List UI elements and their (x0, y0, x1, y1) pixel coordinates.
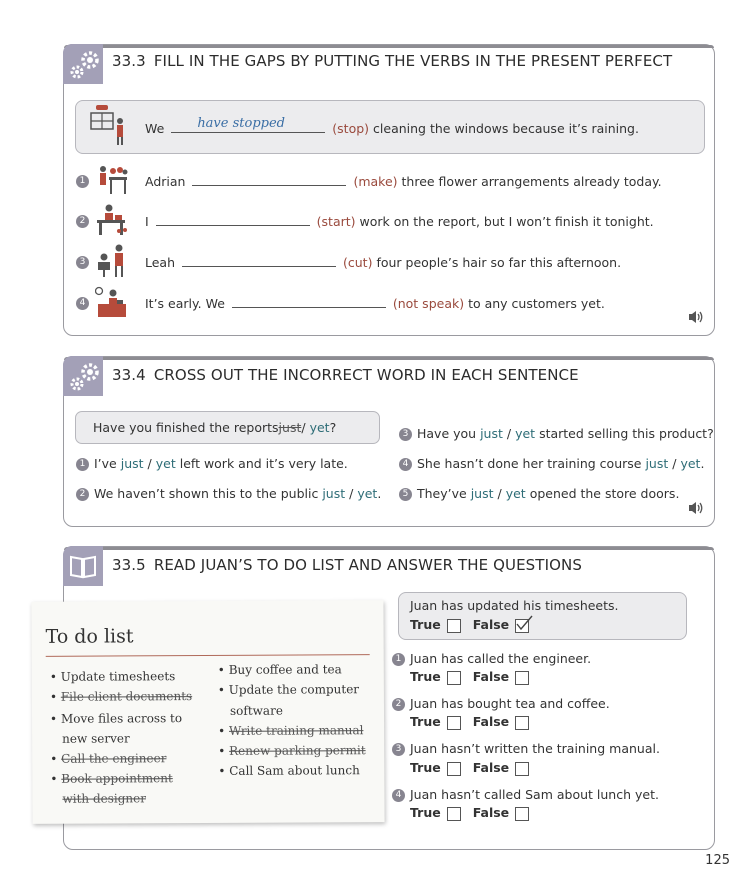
todo-item: • Buy coffee and tea (217, 662, 342, 677)
item-33-4-2: 2 We haven’t shown this to the public just / yet. (76, 486, 381, 501)
false-checkbox[interactable] (515, 671, 529, 685)
question-4-true-false: True False (410, 805, 541, 821)
question-2: 2 Juan has bought tea and coffee. (392, 696, 610, 711)
true-checkbox[interactable] (447, 807, 461, 821)
item-33-3-2: 2 (76, 213, 94, 228)
true-checkbox[interactable] (447, 762, 461, 776)
gear-badge (63, 44, 103, 84)
question-1: 1 Juan has called the engineer. (392, 651, 591, 666)
checkmark-icon (515, 615, 533, 631)
question-1-true-false: True False (410, 669, 541, 685)
hairdresser-icon (95, 243, 129, 279)
question-3: 3 Juan hasn’t written the training manual. (392, 741, 660, 756)
item-33-3-4: 4 (76, 295, 94, 310)
word-option[interactable]: just (322, 486, 346, 501)
word-option[interactable]: just (480, 426, 503, 441)
item-33-3-1-text: Adrian (make) three flower arrangements already today. (145, 174, 662, 189)
word-option[interactable]: yet (680, 456, 701, 471)
word-option[interactable]: just (645, 456, 669, 471)
example-sentence-33-4: Have you finished the reportsjust/ yet? (93, 420, 337, 435)
example-statement: Juan has updated his timesheets. (410, 598, 619, 613)
example-sentence-33-3: We have stopped (stop) cleaning the windows because it’s raining. (145, 116, 639, 136)
todo-item-continued: software (229, 703, 283, 718)
todo-item: • File client documents (49, 689, 193, 704)
office-worker-icon (95, 203, 129, 237)
example-answer: have stopped (197, 116, 285, 131)
answer-blank (171, 116, 325, 133)
exercise-33-3-panel (63, 44, 715, 336)
item-33-4-3: 3 Have you just / yet started selling this product? (399, 426, 714, 441)
to-do-list-note (31, 600, 384, 824)
question-3-true-false: True False (410, 760, 541, 776)
todo-item: • Update timesheets (49, 669, 176, 684)
answer-blank[interactable] (156, 213, 310, 226)
question-2-true-false: True False (410, 714, 541, 730)
item-33-3-3-text: Leah (cut) four people’s hair so far this afternoon. (145, 255, 622, 270)
todo-item-continued: new server (62, 731, 130, 746)
item-33-3-2-text: I (start) work on the report, but I won’t finish it tonight. (145, 214, 654, 229)
todo-item: • Book appointment (50, 771, 173, 786)
word-option[interactable]: just (470, 486, 494, 501)
speaker-icon[interactable] (688, 310, 704, 324)
todo-item: • Call Sam about lunch (218, 763, 360, 778)
item-33-3-4-text: It’s early. We (not speak) to any customers yet. (145, 296, 605, 311)
item-33-3-1: 1 (76, 173, 94, 188)
gear-badge (63, 356, 103, 396)
word-option[interactable]: yet (357, 486, 378, 501)
exercise-33-3-title: 33.3 FILL IN THE GAPS BY PUTTING THE VERBS IN THE PRESENT PERFECT (112, 52, 673, 70)
answer-blank[interactable] (182, 254, 336, 267)
speaker-icon[interactable] (688, 501, 704, 515)
book-badge (63, 546, 103, 586)
todo-item-continued: with designer (62, 791, 147, 806)
false-checkbox-checked[interactable] (515, 619, 529, 633)
item-33-4-4: 4 She hasn’t done her training course just / yet. (399, 456, 704, 471)
answer-blank[interactable] (192, 173, 346, 186)
book-icon (63, 546, 103, 586)
exercise-33-4-title: 33.4 CROSS OUT THE INCORRECT WORD IN EACH SENTENCE (112, 366, 579, 384)
word-option[interactable]: just (120, 456, 144, 471)
todo-item: • Write training manual (218, 723, 364, 738)
word-option[interactable]: yet (155, 456, 176, 471)
florist-icon (95, 163, 129, 195)
todo-item: • Renew parking permit (218, 743, 366, 758)
false-checkbox[interactable] (515, 807, 529, 821)
false-checkbox[interactable] (515, 762, 529, 776)
todo-item: • Update the computer (217, 682, 360, 697)
page-number: 125 (705, 853, 730, 868)
item-33-4-1: 1 I’ve just / yet left work and it’s very late. (76, 456, 348, 471)
word-option[interactable]: yet (505, 486, 526, 501)
item-33-3-3: 3 (76, 254, 94, 269)
example-true-false: True False (410, 617, 541, 633)
answer-blank[interactable] (232, 295, 386, 308)
true-checkbox[interactable] (447, 619, 461, 633)
note-title: To do list (45, 625, 134, 648)
todo-item: • Move files across to (49, 711, 183, 726)
true-checkbox[interactable] (447, 671, 461, 685)
exercise-33-5-title: 33.5 READ JUAN’S TO DO LIST AND ANSWER THE QUESTIONS (112, 556, 582, 574)
todo-item: • Call the engineer (50, 751, 167, 766)
true-checkbox[interactable] (447, 716, 461, 730)
gear-icon (63, 44, 103, 84)
word-option[interactable]: yet (515, 426, 536, 441)
window-cleaner-icon (88, 103, 128, 147)
shopkeeper-icon (95, 286, 129, 318)
gear-icon (63, 356, 103, 396)
question-4: 4 Juan hasn’t called Sam about lunch yet. (392, 787, 659, 802)
false-checkbox[interactable] (515, 716, 529, 730)
item-33-4-5: 5 They’ve just / yet opened the store doors. (399, 486, 679, 501)
